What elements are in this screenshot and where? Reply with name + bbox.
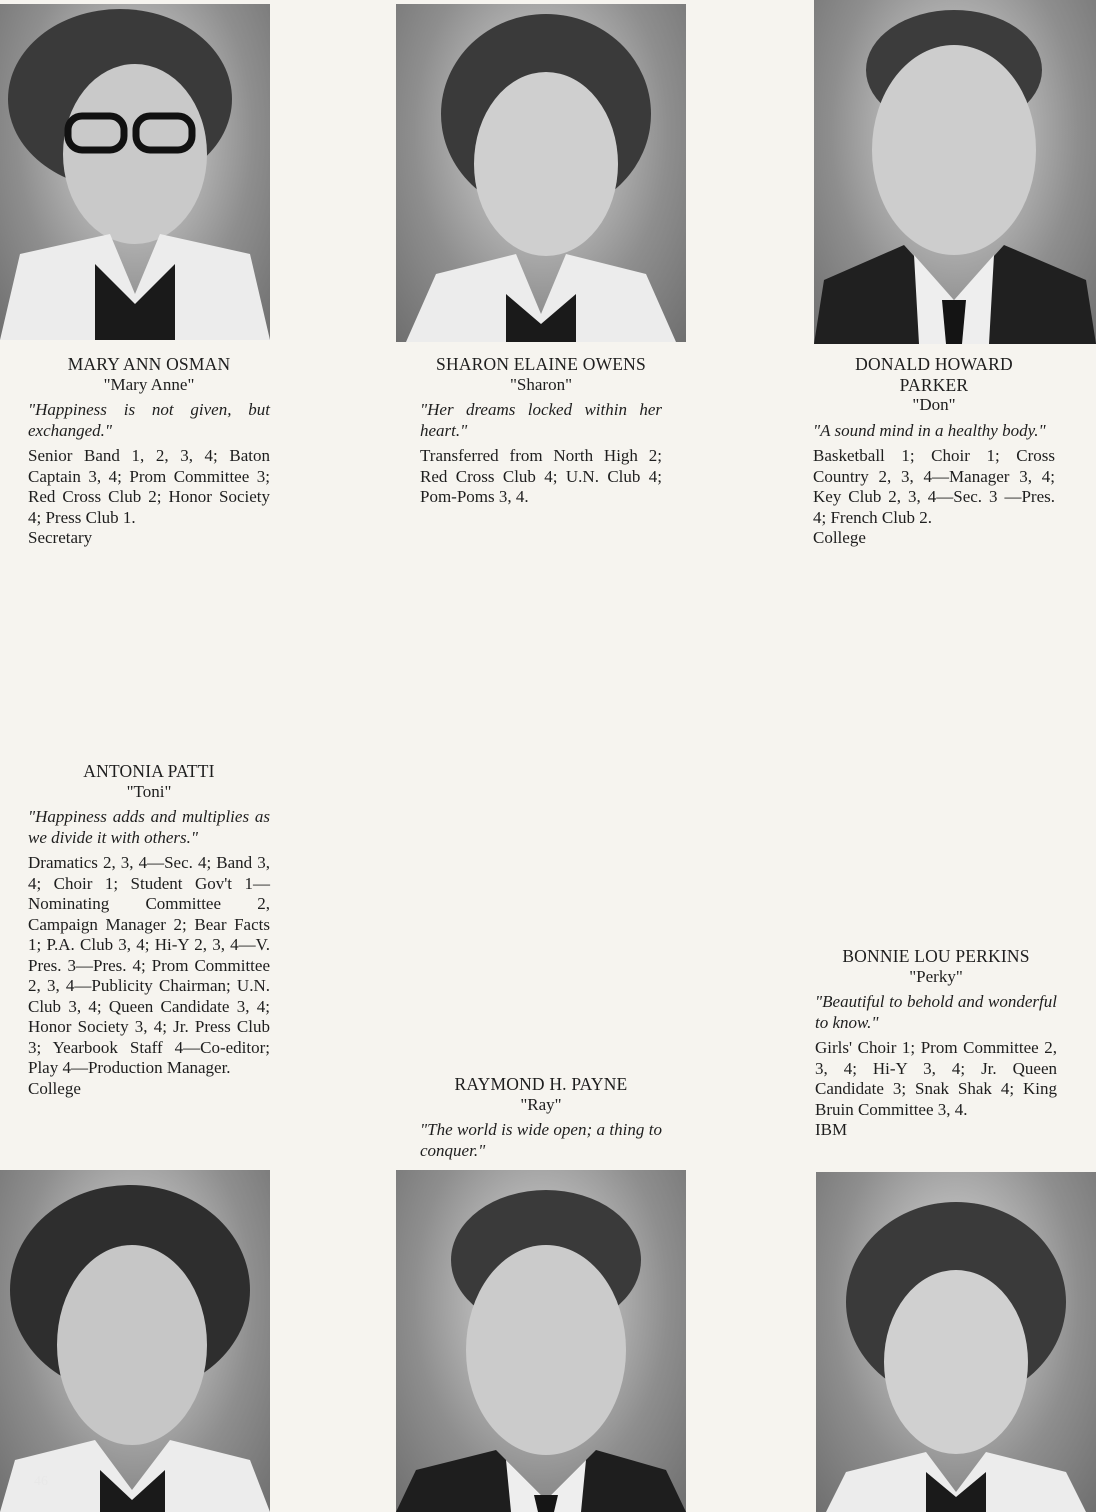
student-activities: Dramatics 2, 3, 4—Sec. 4; Band 3, 4; Choir 1; Student Gov't 1—Nominating Committee 2, Campaign Manager 2; Bear Facts 1; P.A. Club 3, 4; Hi-Y 2, 3, 4—V. Pres. 3—Pres. 4; Prom Committee 2, 3, 4—Publicity Chairman; U.N. Club 3, 4; Queen Candidate 3, 4; Honor Society 3, 4; Jr. Press Club 3; Yearbook Staff 4—Co-editor; Play 4—Production Manager. [28,853,270,1077]
student-activities: Girls' Choir 1; Prom Committee 2, 3, 4; Hi-Y 3, 4; Jr. Queen Candidate 3; Snak Shak 4; King Bruin Committee 3, 4. [815,1038,1057,1119]
portrait-mary-ann-osman [0,4,270,340]
portrait-raymond-h-payne [396,1170,686,1512]
student-entry [28,761,270,1099]
portrait-antonia-patti [0,1170,270,1512]
student-nickname: "Don" [912,395,956,414]
student-quote: "Beautiful to behold and wonderful to know." [815,992,1057,1032]
student-activities: Senior Band 1, 2, 3, 4; Baton Captain 3, 4; Prom Committee 3; Red Cross Club 2; Honor Society 4; Press Club 1. [28,446,270,527]
student-nickname: "Mary Anne" [103,374,195,394]
student-entry [815,946,1057,1141]
student-future: IBM [815,1120,848,1139]
student-entry [420,354,662,508]
student-quote: "Her dreams locked within her heart." [420,400,662,440]
student-quote: "The world is wide open; a thing to conquer." [420,1120,662,1160]
portrait-silhouette [816,1172,1096,1512]
portrait-silhouette [0,4,270,340]
student-name: BONNIE LOU PERKINS [842,946,1030,966]
student-name: ANTONIA PATTI [83,761,215,781]
student-nickname: "Toni" [126,781,172,801]
student-entry [420,1074,662,1166]
student-future: College [28,1078,81,1098]
student-quote: "Happiness is not given, but exchanged." [28,400,270,440]
student-entry [28,354,270,549]
student-name: DONALD HOWARD PARKER [855,354,1013,395]
page-number: 46 [34,1474,48,1489]
student-activities: Transferred from North High 2; Red Cross Club 4; U.N. Club 4; Pom-Poms 3, 4. [420,446,662,506]
student-nickname: "Sharon" [509,374,573,394]
portrait-silhouette [396,4,686,342]
student-activities: Basketball 1; Choir 1; Cross Country 2, 3, 4—Manager 3, 4; Key Club 2, 3, 4—Sec. 3 —Pres. 4; French Club 2. [813,446,1055,527]
student-future: Secretary [28,528,93,547]
student-name: SHARON ELAINE OWENS [436,354,646,374]
student-nickname: "Perky" [909,966,963,986]
student-name: RAYMOND H. PAYNE [454,1074,628,1094]
student-quote: "Happiness adds and multiplies as we divide it with others." [28,807,270,847]
portrait-silhouette [0,1170,270,1512]
portrait-silhouette [814,0,1096,344]
student-nickname: "Ray" [520,1094,562,1114]
portrait-donald-howard-parker [814,0,1096,344]
student-quote: "A sound mind in a healthy body." [813,420,1046,440]
student-entry [813,354,1055,549]
student-future: College [813,528,866,547]
portrait-silhouette [396,1170,686,1512]
portrait-bonnie-lou-perkins [816,1172,1096,1512]
portrait-sharon-elaine-owens [396,4,686,342]
student-name: MARY ANN OSMAN [67,354,231,374]
